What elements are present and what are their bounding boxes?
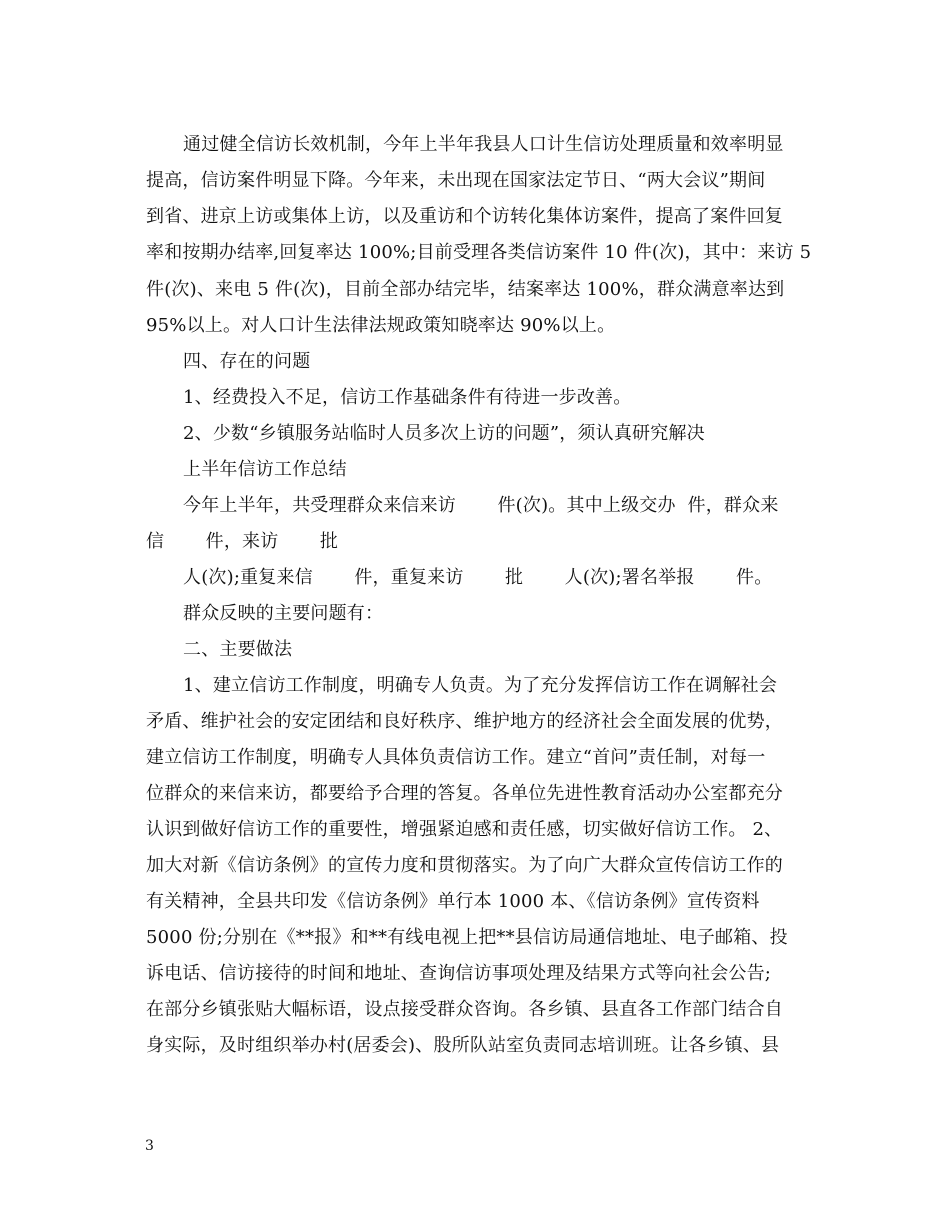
text-line: 信 件，来访 批 xyxy=(146,531,339,552)
section-heading: 四、存在的问题 xyxy=(183,351,311,372)
text-line: 诉电话、信访接待的时间和地址、查询信访事项处理及结果方式等向社会公告; xyxy=(146,963,772,984)
text-line: 5000 份;分别在《**报》和**有线电视上把**县信访局通信地址、电子邮箱、投 xyxy=(146,927,788,948)
text-line: 通过健全信访长效机制，今年上半年我县人口计生信访处理质量和效率明显 xyxy=(183,134,784,155)
text-line: 到省、进京上访或集体上访，以及重访和个访转化集体访案件，提高了案件回复 xyxy=(146,206,783,227)
text-line: 在部分乡镇张贴大幅标语，设点接受群众咨询。各乡镇、县直各工作部门结合自 xyxy=(146,999,783,1020)
text-line: 今年上半年，共受理群众来信来访 件(次)。其中上级交办 件，群众来 xyxy=(183,495,779,516)
text-line: 2、少数“乡镇服务站临时人员多次上访的问题”，须认真研究解决 xyxy=(183,423,705,444)
text-line: 有关精神，全县共印发《信访条例》单行本 1000 本、《信访条例》宣传资料 xyxy=(146,891,760,912)
text-line: 加大对新《信访条例》的宣传力度和贯彻落实。为了向广大群众宣传信访工作的 xyxy=(146,855,783,876)
text-line: 认识到做好信访工作的重要性，增强紧迫感和责任感，切实做好信访工作。 2、 xyxy=(146,819,783,840)
text-line: 1、经费投入不足，信访工作基础条件有待进一步改善。 xyxy=(183,387,632,408)
text-line: 建立信访工作制度，明确专人具体负责信访工作。建立“首问”责任制，对每一 xyxy=(146,747,766,768)
document-title: 上半年信访工作总结 xyxy=(183,459,347,480)
text-line: 身实际，及时组织举办村(居委会)、股所队站室负责同志培训班。让各乡镇、县 xyxy=(146,1035,780,1056)
text-line: 1、建立信访工作制度，明确专人负责。为了充分发挥信访工作在调解社会 xyxy=(183,675,778,696)
text-line: 位群众的来信来访，都要给予合理的答复。各单位先进性教育活动办公室都充分 xyxy=(146,783,783,804)
text-line: 群众反映的主要问题有： xyxy=(183,603,384,624)
text-line: 人(次);重复来信 件，重复来访 批 人(次);署名举报 件。 xyxy=(183,567,773,588)
text-line: 矛盾、维护社会的安定团结和良好秩序、维护地方的经济社会全面发展的优势， xyxy=(146,711,783,732)
text-line: 件(次)、来电 5 件(次)，目前全部办结完毕，结案率达 100%，群众满意率达到 xyxy=(146,279,785,300)
page-number: 3 xyxy=(145,1138,154,1154)
section-heading: 二、主要做法 xyxy=(183,639,293,660)
text-line: 率和按期办结率,回复率达 100%;目前受理各类信访案件 10 件(次)，其中：来访 5 xyxy=(146,242,812,263)
text-line: 提高，信访案件明显下降。今年来，未出现在国家法定节日、“两大会议”期间 xyxy=(146,170,766,191)
text-line: 95%以上。对人口计生法律法规政策知晓率达 90%以上。 xyxy=(146,315,616,336)
